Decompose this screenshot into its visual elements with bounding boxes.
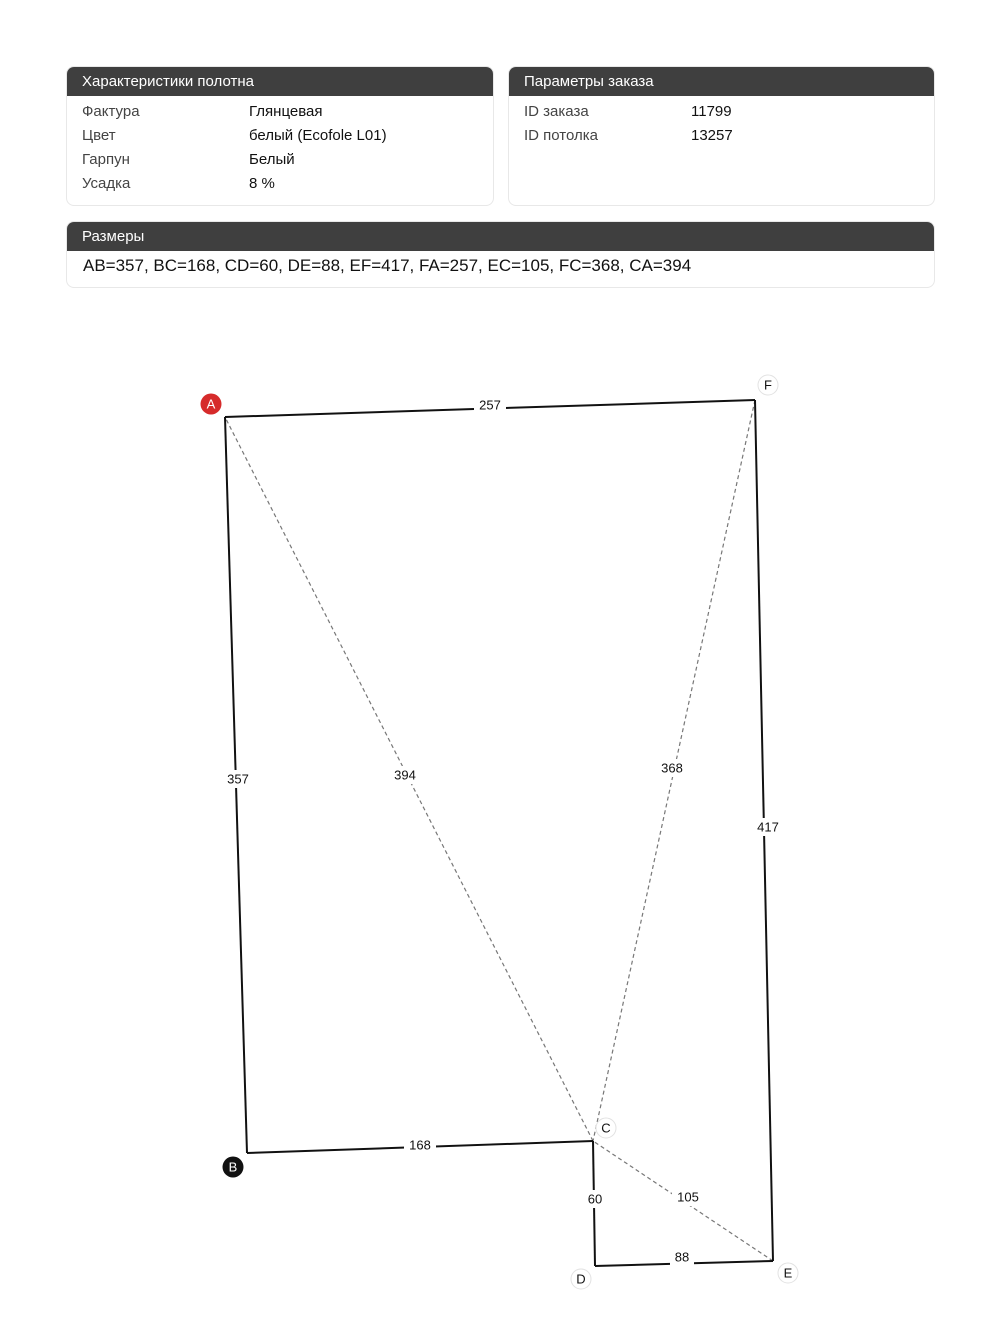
texture-value: Глянцевая — [249, 103, 323, 120]
texture-label: Фактура — [82, 103, 140, 120]
color-label: Цвет — [82, 127, 116, 144]
vertex-e-label: E — [783, 1265, 793, 1281]
dimension-label-a-b: 357 — [227, 771, 249, 787]
dimension-label-d-e: 88 — [674, 1249, 690, 1265]
dimension-label-c-a: 394 — [394, 767, 416, 783]
vertex-b-label: B — [228, 1159, 238, 1175]
harpoon-value: Белый — [249, 151, 295, 168]
vertex-d-label: D — [576, 1271, 586, 1287]
dimension-label-b-c: 168 — [409, 1137, 431, 1153]
shrinkage-value: 8 % — [249, 175, 275, 192]
order-parameters-title: Параметры заказа — [509, 67, 934, 96]
dimension-labels-layer — [222, 396, 784, 1266]
sides-layer — [225, 397, 773, 1266]
dimensions-title: Размеры — [67, 222, 934, 251]
order-id-label: ID заказа — [524, 103, 589, 120]
dimension-label-e-f: 417 — [757, 819, 779, 835]
dimension-label-f-c: 368 — [661, 760, 683, 776]
canvas-characteristics-title: Характеристики полотна — [67, 67, 493, 96]
dimensions-summary: AB=357, BC=168, CD=60, DE=88, EF=417, FA=257, EC=105, FC=368, CA=394 — [83, 256, 692, 275]
ceiling-id-value: 13257 — [691, 127, 733, 144]
ceiling-id-label: ID потолка — [524, 127, 599, 144]
order-id-value: 11799 — [691, 103, 732, 120]
vertex-c-label: C — [601, 1120, 611, 1136]
vertex-a-label: A — [206, 396, 216, 412]
vertex-f-label: F — [764, 377, 772, 393]
dimension-label-e-c: 105 — [677, 1189, 699, 1205]
shrinkage-label: Усадка — [82, 175, 131, 192]
dimension-label-f-a: 257 — [479, 397, 501, 413]
diagonals-layer — [225, 397, 773, 1261]
dimension-label-c-d: 60 — [587, 1191, 603, 1207]
color-value: белый (Ecofole L01) — [249, 127, 387, 144]
harpoon-label: Гарпун — [82, 151, 130, 168]
